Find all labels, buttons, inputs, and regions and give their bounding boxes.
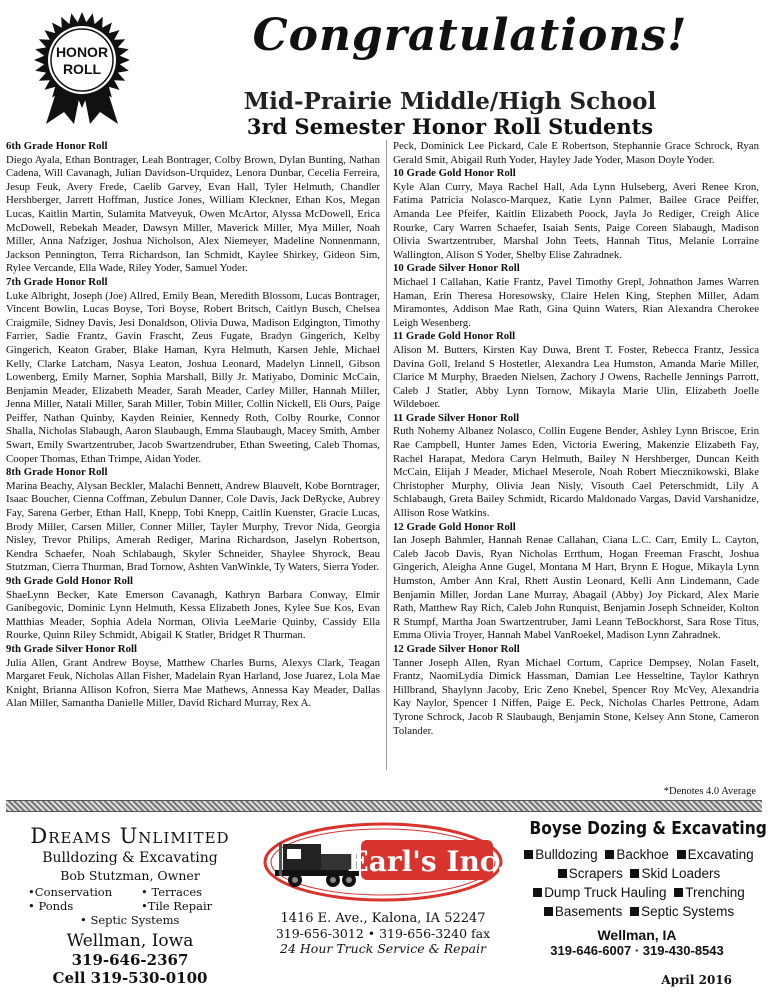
ad-city: Wellman, Iowa xyxy=(66,931,194,951)
honor-section xyxy=(393,262,759,330)
earls-logo-text: Earl's Inc. xyxy=(347,845,505,878)
footnote: *Denotes 4.0 Average xyxy=(663,786,756,797)
ad-phones: 319-646-6007 · 319-430-8543 xyxy=(550,943,724,958)
badge-line-2: ROLL xyxy=(62,61,102,77)
section-names: Ruth Nohemy Albanez Nolasco, Collin Eugene Bender, Ashley Lynn Briscoe, Erin Rae Campbell, Hunter James Eden, Victoria Ewering, Makenzie Elizabeth Fay, Rachel Harapat, Medora Caryn Helmuth, Bailey N Hershberger, Duncan Keith McCain, Elijah J Meader, Michael Meserole, Noah Robert Miecznikowski, Blake Christopher Murphy, Olivia Jean Nisly, Visouth Cael Peterschmidt, Lily A Schlabaugh, Greta Bailey Schmidt, Ricardo Maldonado Vargas, David Varshanidze, Allison Rose Watkins. xyxy=(393,425,759,520)
school-name: Mid-Prairie Middle/High School xyxy=(243,88,657,115)
section-heading: 12 Grade Gold Honor Roll xyxy=(393,520,516,533)
section-heading: 10 Grade Gold Honor Roll xyxy=(393,167,516,180)
services-row xyxy=(512,864,762,883)
honor-roll-rosette xyxy=(22,8,142,126)
ad-tagline: Bulldozing & Excavating xyxy=(42,850,218,866)
honor-section xyxy=(6,466,380,575)
section-names: Peck, Dominick Lee Pickard, Cale E Robertson, Stephannie Grace Schrock, Ryan Gerald Smit, Abigail Ruth Yoder, Hayley Jade Yoder, Mason Doyle Yoder. xyxy=(393,140,759,166)
section-names: Julia Allen, Grant Andrew Boyse, Matthew Charles Burns, Alexys Clark, Teagan Margaret Feuk, Nicholas Allan Fisher, Madelain Ryan Harland, Jose Juarez, Lola Mae Knight, Brianna Allison Kofron, Sierra Mae Mathews, Annessa Kay Meader, Dallas Alan Miller, Samantha Danielle Miller, David Richard Murray, Rex A. xyxy=(6,656,380,710)
services-row xyxy=(512,902,762,921)
ad-earls-inc xyxy=(258,818,508,988)
ad-tagline: 24 Hour Truck Service & Repair xyxy=(280,941,486,956)
ad-services xyxy=(512,845,762,921)
section-names: Diego Ayala, Ethan Bontrager, Leah Bontrager, Colby Brown, Dylan Bunting, Nathan Cadena, Will Cavanagh, Julian Davidson-Urquidez, Lenora Dunbar, Cecelia Ferreira, Jesup Feuk, Avery Frede, Caelib Garvey, Evan Hall, Tyler Helmuth, Chandler Hershberger, Jarrett Hoffman, Justice Jones, William Kleckner, Ethan Kos, Megan Lucas, Kaitlin Martin, Sulamita Matveyuk, Owen McArtor, Alyssa McDowell, Erica McDowell, Rebekah Meader, Dawsyn Miller, Maverick Miller, Mya Miller, Noah Miller, Anna Nafziger, Joshua Nicholson, Alex Niemeyer, Madeline Nonnenmann, Jackson Pennington, Terra Richardson, Ian Schmidt, Kaylee Shirkey, Gideon Sim, Rylee Vercande, Ella Wade, Riley Yoder, Samuel Yoder. xyxy=(6,153,380,275)
section-heading: 11 Grade Gold Honor Roll xyxy=(393,330,516,343)
honor-section xyxy=(6,276,380,466)
section-names: ShaeLynn Becker, Kate Emerson Cavanagh, Kathryn Barbara Conway, Elmir Ganibegovic, Dominic Lynn Helmuth, Kessa Elizabeth Jones, Kylee Sue Kos, Evan Matthias Meader, Sophia Adela Norman, Olivia LeeMarie Quinby, Cassidy Ella Rourke, Quinn Riley Schmidt, Abigail K Statler, Bridget R Thurman. xyxy=(6,588,380,642)
honor-section xyxy=(393,412,759,521)
bullet-square-icon xyxy=(558,869,567,878)
earls-logo xyxy=(261,822,505,902)
badge-line-1: HONOR xyxy=(55,44,109,60)
bullet-square-icon xyxy=(677,850,686,859)
section-names: Tanner Joseph Allen, Ryan Michael Cortum, Caprice Dempsey, Nolan Faselt, Frantz, NaomiLydia Dimick Hassman, Damian Lee Hesseltine, Taylor Kathryn Hillbrand, Shaylynn Jacoby, Eric Zeno Knebel, Spencer Roy McVey, Alexandria Kay Naylor, Spencer I Niffen, Paige E. Peck, Nicholas Charles Pettrone, Adam Tyrone Schrock, Jacob R Slaubaugh, Benjamin Stone, Kelsey Ann Stone, Cameron Tolander. xyxy=(393,656,759,737)
section-names: Ian Joseph Bahmler, Hannah Renae Callahan, Ciana L.C. Carr, Emily L. Cayton, Caleb Jacob Davis, Ryan Nicholas Errthum, Hogan Freeman Frascht, Joshua Gingerich, Aleigha Anne Gugel, Montana M Hart, Brynn E Hogue, Mikayla Lynn Humston, Amber Ann Kral, Rhett Austin Leonard, Kelli Ann Lindemann, Cade Benjamin Miller, Jordan Lane Murray, Abagail (Abby) Joy Pickard, Alex Marie Rath, Matthew Ray Rich, Caleb John Runquist, Benjamin Joseph Schneider, Kolton R Stumpf, Martha Joan Swartzentruber, Jami Leann TeBockhorst, Sara Rose Titus, Emma Olivia Troyer, Hannah Mabel VanRoekel, Madison Lynn Zahradnek. xyxy=(393,534,759,642)
service-item: • Terraces xyxy=(141,885,203,899)
ad-address: 1416 E. Ave., Kalona, IA 52247 xyxy=(280,911,486,926)
section-heading: 8th Grade Honor Roll xyxy=(6,466,108,479)
honor-section-continued xyxy=(393,140,759,167)
honor-section xyxy=(6,643,380,711)
section-names: Marina Beachy, Alysan Beckler, Malachi Bennett, Andrew Blauvelt, Kobe Borntrager, Isaac Boucher, Cienna Coffman, Zebulun Danner, Cole Davis, Jack DeRycke, Aubrey Fay, Sarena Gerber, Ethan Hall, Knepp, Tobi Knepp, Caitlin Kuenster, Gracie Lucas, Brody Miller, Carsen Miller, Conner Miller, Tayler Murphy, Trevor Nida, Georgia Nisley, Trevor Philips, Amerah Rediger, Marina Richardson, Jaselyn Robertson, Kendra Schaefer, Noah Schlabaugh, Skyler Schneider, Shaylee Shyrock, Beau Stutzman, Cierra Thurman, Brad Tornow, Ashten VanWinkle, Ty Waters, Sierra Yoder. xyxy=(6,479,380,574)
bullet-square-icon xyxy=(630,869,639,878)
ad-phones: 319-656-3012 • 319-656-3240 fax xyxy=(275,926,491,941)
bullet-square-icon xyxy=(674,888,683,897)
service-item: Bulldozing xyxy=(535,847,598,862)
ad-owner: Bob Stutzman, Owner xyxy=(60,868,200,883)
service-item: • Ponds xyxy=(28,899,74,913)
honor-section xyxy=(393,521,759,643)
service-item: Trenching xyxy=(685,885,745,900)
honor-section xyxy=(393,643,759,738)
bullet-square-icon xyxy=(544,907,553,916)
ad-services xyxy=(6,885,254,929)
service-item: Septic Systems xyxy=(641,904,735,919)
service-item: Excavating xyxy=(687,847,754,862)
left-column xyxy=(6,140,380,711)
section-names: Alison M. Butters, Kirsten Kay Duwa, Brent T. Foster, Rebecca Frantz, Jessica Davina Goll, Ireland S Hostetler, Alexandra Lea Humston, Amanda Marie Miller, Clarice M Murphy, Braeden Nielsen, Zachory J Owens, Rachelle Jennings Parrott, Caleb J Statler, Abby Lynn Tornow, Mikayla Marie Ulin, Elizabeth Joelle Wildeboer. xyxy=(393,343,759,411)
ad-city: Wellman, IA xyxy=(597,927,677,943)
section-names: Kyle Alan Curry, Maya Rachel Hall, Ada Lynn Hulseberg, Averi Renee Kron, Fatima Patricia Nolasco-Marquez, Katie Lynn Palmer, Bailee Grace Peiffer, Amanda Lee Pfeifer, Kaitlin Elizabeth Poock, Jayla Jo Rediger, Creigh Alice Rourke, Cary Warren Schaefer, Isaiah Sents, Paige Coreen Slabaugh, Madison Olivia Swartzentruber, Marshal John Teets, Hannah Titus, Melanie Lorraine Wallington, Alison S Yoder, Shelby Elise Zahradnek. xyxy=(393,180,759,261)
ad-cell: Cell 319-530-0100 xyxy=(52,969,208,987)
services-row xyxy=(512,845,762,864)
bullet-square-icon xyxy=(630,907,639,916)
section-names: Luke Albright, Joseph (Joe) Allred, Emily Bean, Meredith Blossom, Lucas Bontrager, Vincent Bowlin, Lucas Boyse, Tori Boyse, Robert Britsch, Caitlyn Busch, Chelsea Craigmile, Sidney Davis, Jesi Donaldson, Olivia Duwa, Madison Edgington, Timothy Farrier, Sadie Frantz, Gavin Frascht, Zeus Fugate, Bradyn Gingerich, Kelby Gingerich, Keaton Graber, Blake Haman, Kyra Helmuth, Karsen Jehle, Michael Kelly, Clarke Latcham, Nasya Leaton, Joshua Leonard, Madelyn Linnell, Gibson Lowenberg, Emily Marner, Sophia Marshall, Billy Jr. Matiyabo, Dominic McCain, Benjamin Meader, Elizabeth Meader, Sarah Meader, Carley Miller, Hannah Miller, Jenna Miller, Natali Miller, Sarah Miller, Tobin Miller, Collin Nickell, Eli Ours, Paige Peiffer, Nathan Quinby, Kayden Reinier, Kennedy Roth, Colby Rourke, Connor Shalla, Nicholas Slabaugh, Aaron Slaubaugh, Emma Slaubaugh, Macey Smith, Amber Swart, Emily Swartzentruber, Jacob Swartzendruber, Ethan Sweeting, Caleb Thomas, Cooper Thomas, Ethan Trimpe, Aidan Yoder. xyxy=(6,289,380,465)
section-heading: 9th Grade Silver Honor Roll xyxy=(6,642,137,655)
section-heading: 12 Grade Silver Honor Roll xyxy=(393,642,520,655)
services-row xyxy=(512,883,762,902)
ad-boyse-dozing xyxy=(512,818,767,988)
headline: Congratulations! xyxy=(252,10,688,61)
column-divider xyxy=(386,140,387,770)
section-heading: 11 Grade Silver Honor Roll xyxy=(393,411,520,424)
section-heading: 10 Grade Silver Honor Roll xyxy=(393,262,520,275)
honor-section xyxy=(6,140,380,276)
ad-title: Boyse Dozing & Excavating xyxy=(529,818,767,839)
service-item: Dump Truck Hauling xyxy=(544,885,667,900)
honor-section xyxy=(393,330,759,412)
service-item: •Conservation xyxy=(28,885,113,899)
section-names: Michael I Callahan, Katie Frantz, Pavel Timothy Grepl, Johnathon James Warren Haman, Erin Theresa Horesowsky, Claire Helen King, Stephen Miller, Adam Miramontes, Addison Mae Rath, Gina Quinn Waters, Rian Alexandra Cherokee Leigh Wesenberg. xyxy=(393,275,759,329)
bullet-square-icon xyxy=(533,888,542,897)
ad-phone: 319-646-2367 xyxy=(71,951,189,969)
ad-title: Dreams Unlimited xyxy=(30,824,230,848)
honor-section xyxy=(393,167,759,262)
service-item: • Septic Systems xyxy=(80,913,180,927)
section-heading: 7th Grade Honor Roll xyxy=(6,275,108,288)
section-heading: 9th Grade Gold Honor Roll xyxy=(6,575,133,587)
page-subtitle: 3rd Semester Honor Roll Students xyxy=(246,114,654,139)
service-item: Scrapers xyxy=(568,866,623,881)
issue-date: April 2016 xyxy=(661,973,732,987)
service-item: •Tile Repair xyxy=(141,899,213,913)
hatched-divider xyxy=(6,800,762,812)
right-column xyxy=(393,140,759,738)
honor-section xyxy=(6,575,380,643)
service-item: Basements xyxy=(554,904,623,919)
service-item: Backhoe xyxy=(616,847,669,862)
bullet-square-icon xyxy=(524,850,533,859)
service-item: Skid Loaders xyxy=(641,866,721,881)
ad-dreams-unlimited xyxy=(6,818,254,988)
bullet-square-icon xyxy=(605,850,614,859)
section-heading: 6th Grade Honor Roll xyxy=(6,140,108,152)
